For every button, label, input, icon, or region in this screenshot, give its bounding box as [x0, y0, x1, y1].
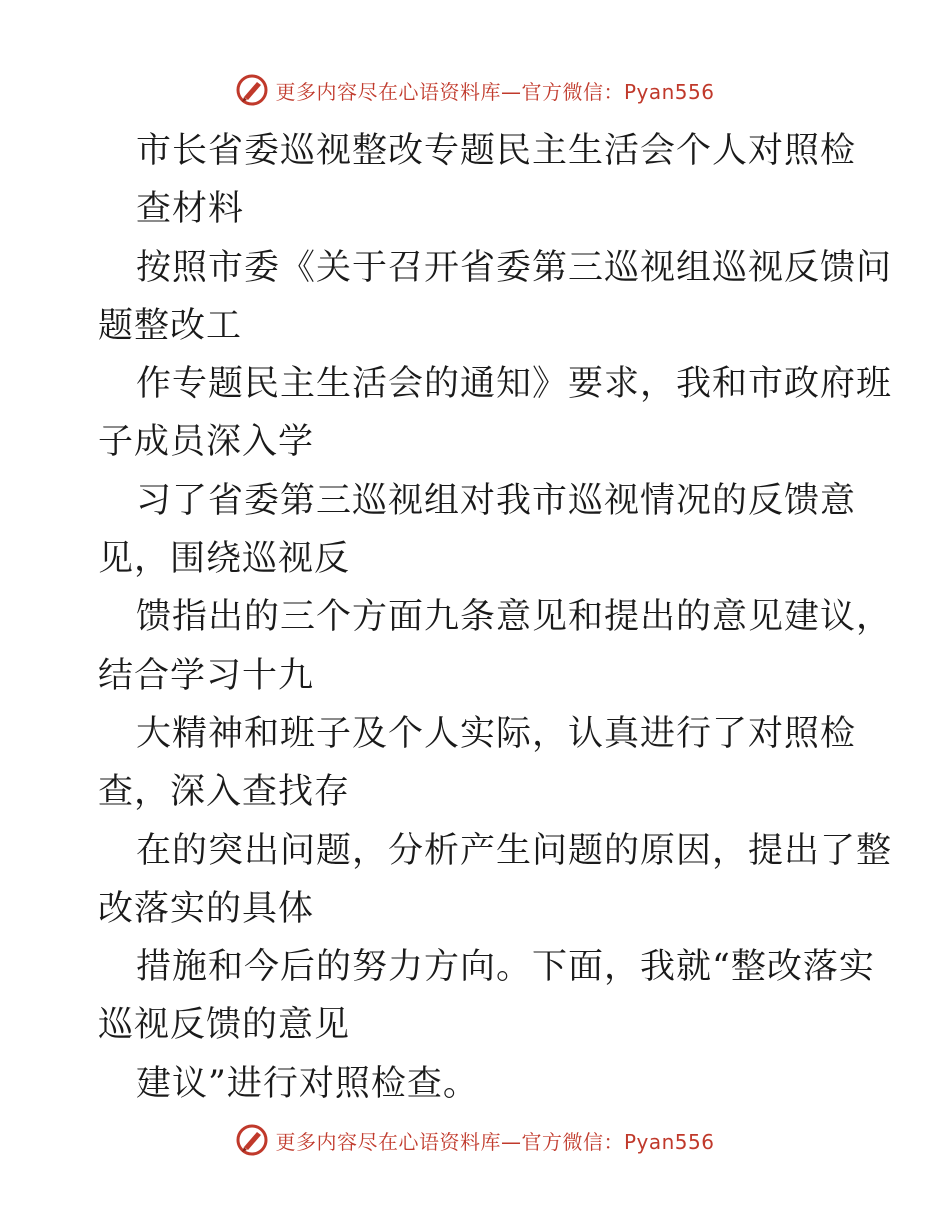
paragraph-line: 按照市委《关于召开省委第三巡视组巡视反馈问 — [136, 247, 893, 288]
paragraph-line: 见，围绕巡视反 — [98, 539, 351, 580]
paragraph-line: 题整改工 — [98, 305, 243, 346]
footer-banner-text: 更多内容尽在心语资料库—官方微信：Pyan556 — [275, 1129, 715, 1154]
paragraph-line: 大精神和班子及个人实际，认真进行了对照检 — [136, 713, 857, 754]
title-line-2: 查材料 — [136, 189, 245, 230]
paragraph-line: 巡视反馈的意见 — [98, 1005, 351, 1046]
document-body — [98, 122, 893, 1113]
pen-logo-icon — [235, 1123, 269, 1157]
header-watermark-banner — [0, 70, 950, 110]
pen-logo-icon — [235, 73, 269, 107]
paragraph-line: 作专题民主生活会的通知》要求，我和市政府班 — [136, 364, 893, 405]
paragraph-line: 子成员深入学 — [98, 422, 315, 463]
header-banner-text: 更多内容尽在心语资料库—官方微信：Pyan556 — [275, 79, 715, 104]
paragraph-line: 建议”进行对照检查。 — [136, 1063, 479, 1104]
paragraph-line: 结合学习十九 — [98, 655, 315, 696]
paragraph-line: 馈指出的三个方面九条意见和提出的意见建议， — [136, 597, 893, 638]
paragraph-line: 改落实的具体 — [98, 888, 315, 929]
paragraph-line: 措施和今后的努力方向。下面，我就“整改落实 — [136, 947, 875, 988]
paragraph-line: 习了省委第三巡视组对我市巡视情况的反馈意 — [136, 480, 857, 521]
paragraph-line: 查，深入查找存 — [98, 772, 351, 813]
title-line-1: 市长省委巡视整改专题民主生活会个人对照检 — [136, 131, 857, 171]
footer-watermark-banner — [0, 1120, 950, 1160]
paragraph-line: 在的突出问题，分析产生问题的原因，提出了整 — [136, 830, 893, 871]
